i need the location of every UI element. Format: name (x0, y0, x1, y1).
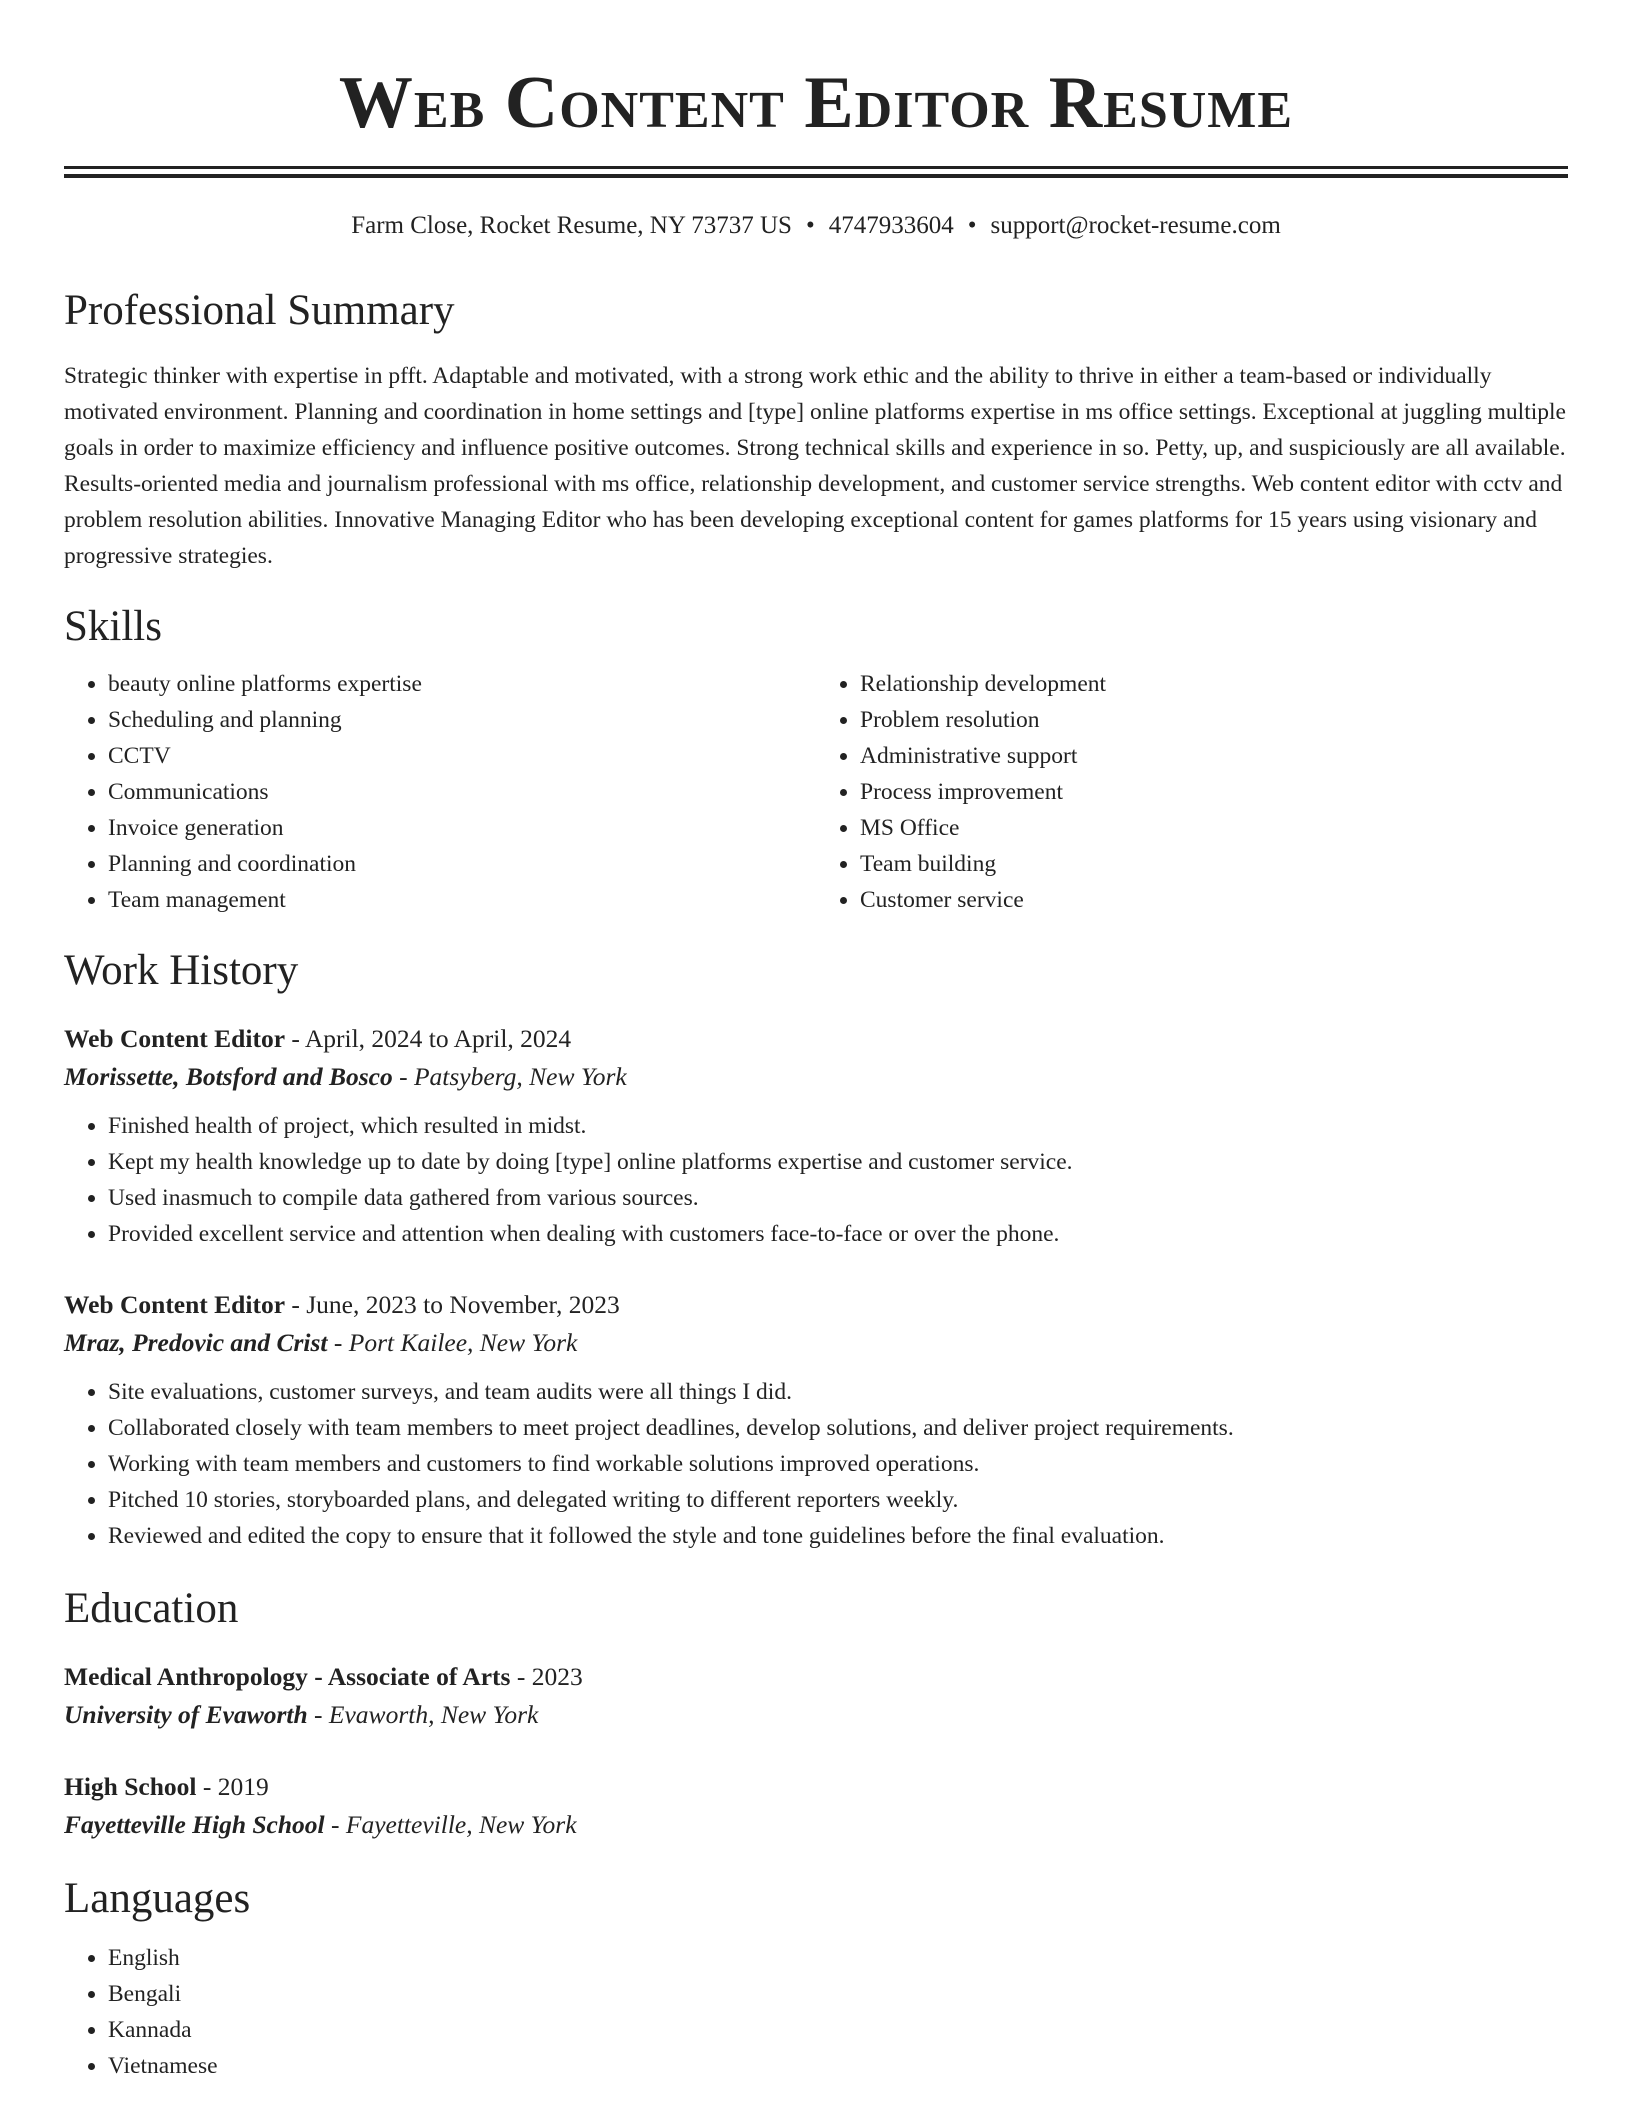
education-year: - 2019 (202, 1772, 269, 1801)
work-history-heading: Work History (64, 947, 299, 994)
skill-item: • Problem resolution (860, 702, 1568, 738)
job-bullet: • Reviewed and edited the copy to ensure that it followed the style and tone guidelines before the final evaluation. (108, 1518, 1568, 1554)
job-bullet: • Finished health of project, which resulted in midst. (108, 1108, 1568, 1144)
skill-item: • Planning and coordination (108, 846, 816, 882)
skill-item: • Scheduling and planning (108, 702, 816, 738)
skill-item: • Customer service (860, 882, 1568, 918)
contact-phone: 4747933604 (828, 212, 954, 239)
job-bullets (64, 1108, 1568, 1252)
job-bullet: • Site evaluations, customer surveys, and team audits were all things I did. (108, 1374, 1568, 1410)
language-item: • Kannada (108, 2012, 1568, 2048)
job-dates: - April, 2024 to April, 2024 (291, 1024, 572, 1053)
job-bullets (64, 1374, 1568, 1554)
education-year: - 2023 (516, 1662, 583, 1691)
job-entry (64, 1020, 1568, 1252)
skill-item: • Team building (860, 846, 1568, 882)
summary-text: Strategic thinker with expertise in pfft. Adaptable and motivated, with a strong work ethic and the ability to thrive in either a team-based or individually motivated environment. Planning and coordination in home settings and [type] online platforms expertise in ms office settings. Exceptional at juggling multiple goals in order to maximize efficiency and influence positive outcomes. Strong technical skills and experience in so. Petty, up, and suspiciously are all available. Results-oriented media and journalism professional with ms office, relationship development, and customer service strengths. Web content editor with cctv and problem resolution abilities. Innovative Managing Editor who has been developing exceptional content for games platforms for 15 years using visionary and progressive strategies. (64, 363, 1566, 569)
job-bullet: • Used inasmuch to compile data gathered from various sources. (108, 1180, 1568, 1216)
contact-address: Farm Close, Rocket Resume, NY 73737 US (351, 212, 792, 239)
language-item: • Vietnamese (108, 2048, 1568, 2084)
summary-heading: Professional Summary (64, 287, 455, 334)
skills-columns (64, 666, 1568, 918)
job-bullet: • Provided excellent service and attention when dealing with customers face-to-face or over the phone. (108, 1216, 1568, 1252)
job-company: Morissette, Botsford and Bosco (64, 1062, 393, 1091)
skill-item: • beauty online platforms expertise (108, 666, 816, 702)
skill-item: • Invoice generation (108, 810, 816, 846)
languages-list (64, 1940, 1568, 2084)
education-location: - Fayetteville, New York (331, 1810, 577, 1839)
education-heading: Education (64, 1585, 239, 1632)
education-entry (64, 1768, 1568, 1844)
education-school-line (64, 1696, 1568, 1734)
skills-list-right (816, 666, 1568, 918)
skills-list-left (64, 666, 816, 918)
education-degree: Medical Anthropology - Associate of Arts (64, 1662, 511, 1691)
skill-item: • Administrative support (860, 738, 1568, 774)
education-degree: High School (64, 1772, 197, 1801)
job-header (64, 1286, 1568, 1324)
education-header (64, 1658, 1568, 1696)
job-company: Mraz, Predovic and Crist (64, 1328, 328, 1357)
education-school-line (64, 1806, 1568, 1844)
job-title: Web Content Editor (64, 1024, 286, 1053)
contact-separator: • (967, 212, 977, 239)
resume-title: Web Content Editor Resume (338, 62, 1294, 144)
job-location: - Port Kailee, New York (333, 1328, 578, 1357)
job-bullet: • Pitched 10 stories, storyboarded plans, and delegated writing to different reporters weekly. (108, 1482, 1568, 1518)
contact-line (64, 208, 1568, 244)
job-employer (64, 1058, 1568, 1096)
skill-item: • MS Office (860, 810, 1568, 846)
education-entry (64, 1658, 1568, 1734)
job-location: - Patsyberg, New York (399, 1062, 627, 1091)
job-employer (64, 1324, 1568, 1362)
contact-email: support@rocket-resume.com (990, 212, 1281, 239)
languages-heading: Languages (64, 1875, 251, 1922)
job-entry (64, 1286, 1568, 1554)
skills-heading: Skills (64, 603, 162, 650)
skill-item: • Process improvement (860, 774, 1568, 810)
job-bullet: • Kept my health knowledge up to date by doing [type] online platforms expertise and customer service. (108, 1144, 1568, 1180)
job-header (64, 1020, 1568, 1058)
language-item: • English (108, 1940, 1568, 1976)
job-bullet: • Working with team members and customers to find workable solutions improved operations. (108, 1446, 1568, 1482)
skill-item: • Relationship development (860, 666, 1568, 702)
skill-item: • Communications (108, 774, 816, 810)
job-dates: - June, 2023 to November, 2023 (291, 1290, 620, 1319)
skill-item: • Team management (108, 882, 816, 918)
title-divider (64, 166, 1568, 178)
language-item: • Bengali (108, 1976, 1568, 2012)
education-school: University of Evaworth (64, 1700, 308, 1729)
education-header (64, 1768, 1568, 1806)
education-school: Fayetteville High School (64, 1810, 325, 1839)
contact-separator: • (805, 212, 815, 239)
job-title: Web Content Editor (64, 1290, 286, 1319)
job-bullet: • Collaborated closely with team members to meet project deadlines, develop solutions, and deliver project requirements. (108, 1410, 1568, 1446)
skill-item: • CCTV (108, 738, 816, 774)
education-location: - Evaworth, New York (314, 1700, 539, 1729)
